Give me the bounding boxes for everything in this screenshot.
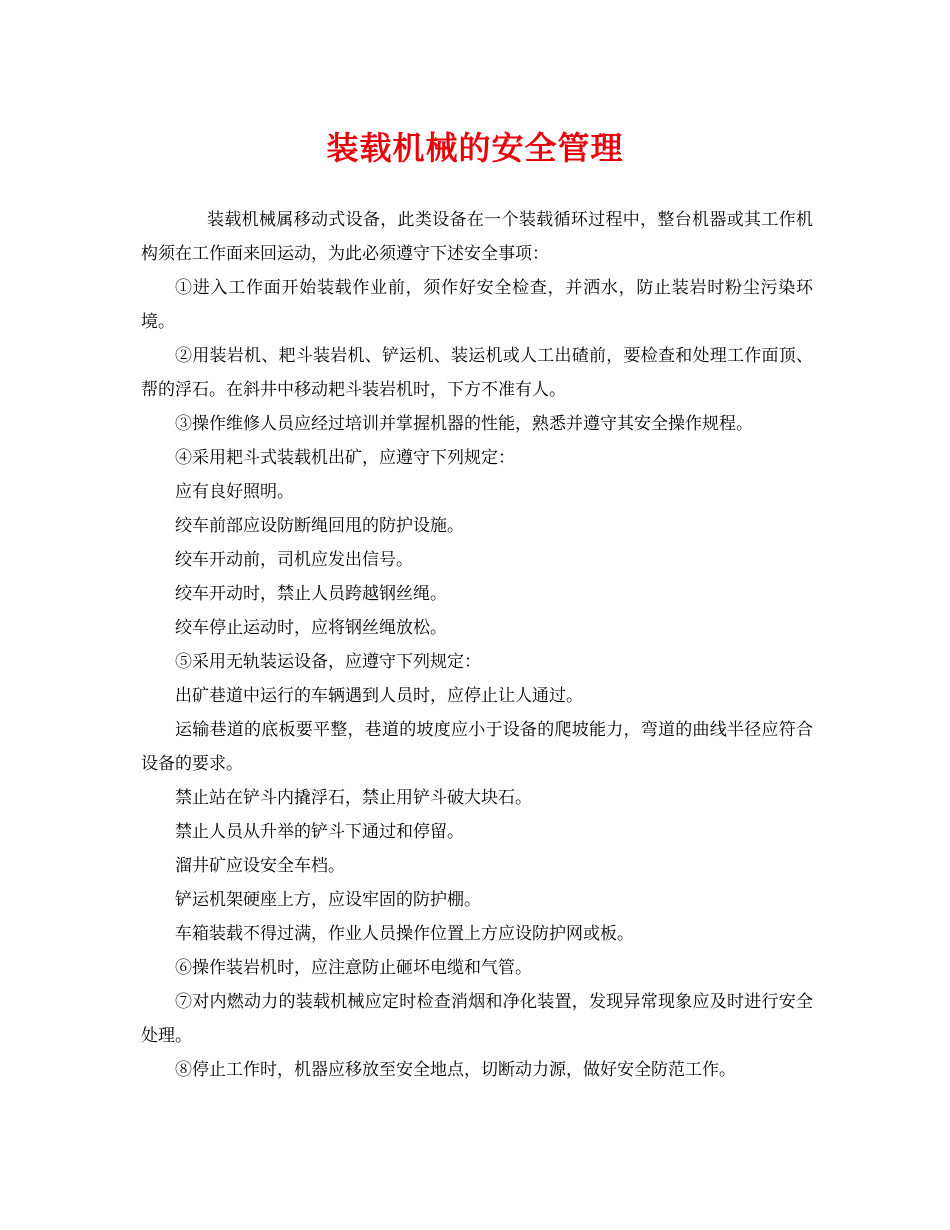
page-title: 装载机械的安全管理 xyxy=(326,129,624,167)
rule-4-item-guard: 绞车前部应设防断绳回甩的防护设施。 xyxy=(175,516,464,536)
rule-5-item-canopy: 铲运机架硬座上方，应设牢固的防护棚。 xyxy=(175,890,481,910)
rule-5-item-roadway: 运输巷道的底板要平整，巷道的坡度应小于设备的爬坡能力，弯道的曲线半径应符合设备的要求。 xyxy=(141,720,813,774)
rule-5-item-bucket: 禁止站在铲斗内撬浮石，禁止用铲斗破大块石。 xyxy=(175,788,532,808)
intro-paragraph: 装载机械属移动式设备，此类设备在一个装载循环过程中，整台机器或其工作机构须在工作面来回运动，为此必须遵守下述安全事项： xyxy=(141,210,813,264)
rule-4-item-lighting: 应有良好照明。 xyxy=(175,482,294,502)
rule-1-paragraph: ①进入工作面开始装载作业前，须作好安全检查，并洒水，防止装岩时粉尘污染环境。 xyxy=(141,278,813,332)
rule-5-item-no-passing: 禁止人员从升举的铲斗下通过和停留。 xyxy=(175,822,464,842)
rule-6-paragraph: ⑥操作装岩机时，应注意防止砸坏电缆和气管。 xyxy=(175,958,532,978)
rule-5-item-overload: 车箱装载不得过满，作业人员操作位置上方应设防护网或板。 xyxy=(175,924,634,944)
rule-8-paragraph: ⑧停止工作时，机器应移放至安全地点，切断动力源，做好安全防范工作。 xyxy=(175,1060,736,1080)
rule-3-paragraph: ③操作维修人员应经过培训并掌握机器的性能，熟悉并遵守其安全操作规程。 xyxy=(175,414,753,434)
rule-4-item-slack-rope: 绞车停止运动时，应将钢丝绳放松。 xyxy=(175,618,447,638)
rule-7-paragraph: ⑦对内燃动力的装载机械应定时检查消烟和净化装置，发现异常现象应及时进行安全处理。 xyxy=(141,992,813,1046)
rule-5-item-stopper: 溜井矿应设安全车档。 xyxy=(175,856,345,876)
rule-4-paragraph: ④采用耙斗式装载机出矿，应遵守下列规定： xyxy=(175,448,515,468)
rule-4-item-no-crossing: 绞车开动时，禁止人员跨越钢丝绳。 xyxy=(175,584,447,604)
rule-2-paragraph: ②用装岩机、耙斗装岩机、铲运机、装运机或人工出碴前，要检查和处理工作面顶、帮的浮石。在斜井中移动耙斗装岩机时，下方不准有人。 xyxy=(141,346,813,400)
document-body xyxy=(141,203,813,1087)
rule-5-item-yield: 出矿巷道中运行的车辆遇到人员时，应停止让人通过。 xyxy=(175,686,583,706)
rule-5-paragraph: ⑤采用无轨装运设备，应遵守下列规定： xyxy=(175,652,481,672)
rule-4-item-signal: 绞车开动前，司机应发出信号。 xyxy=(175,550,413,570)
